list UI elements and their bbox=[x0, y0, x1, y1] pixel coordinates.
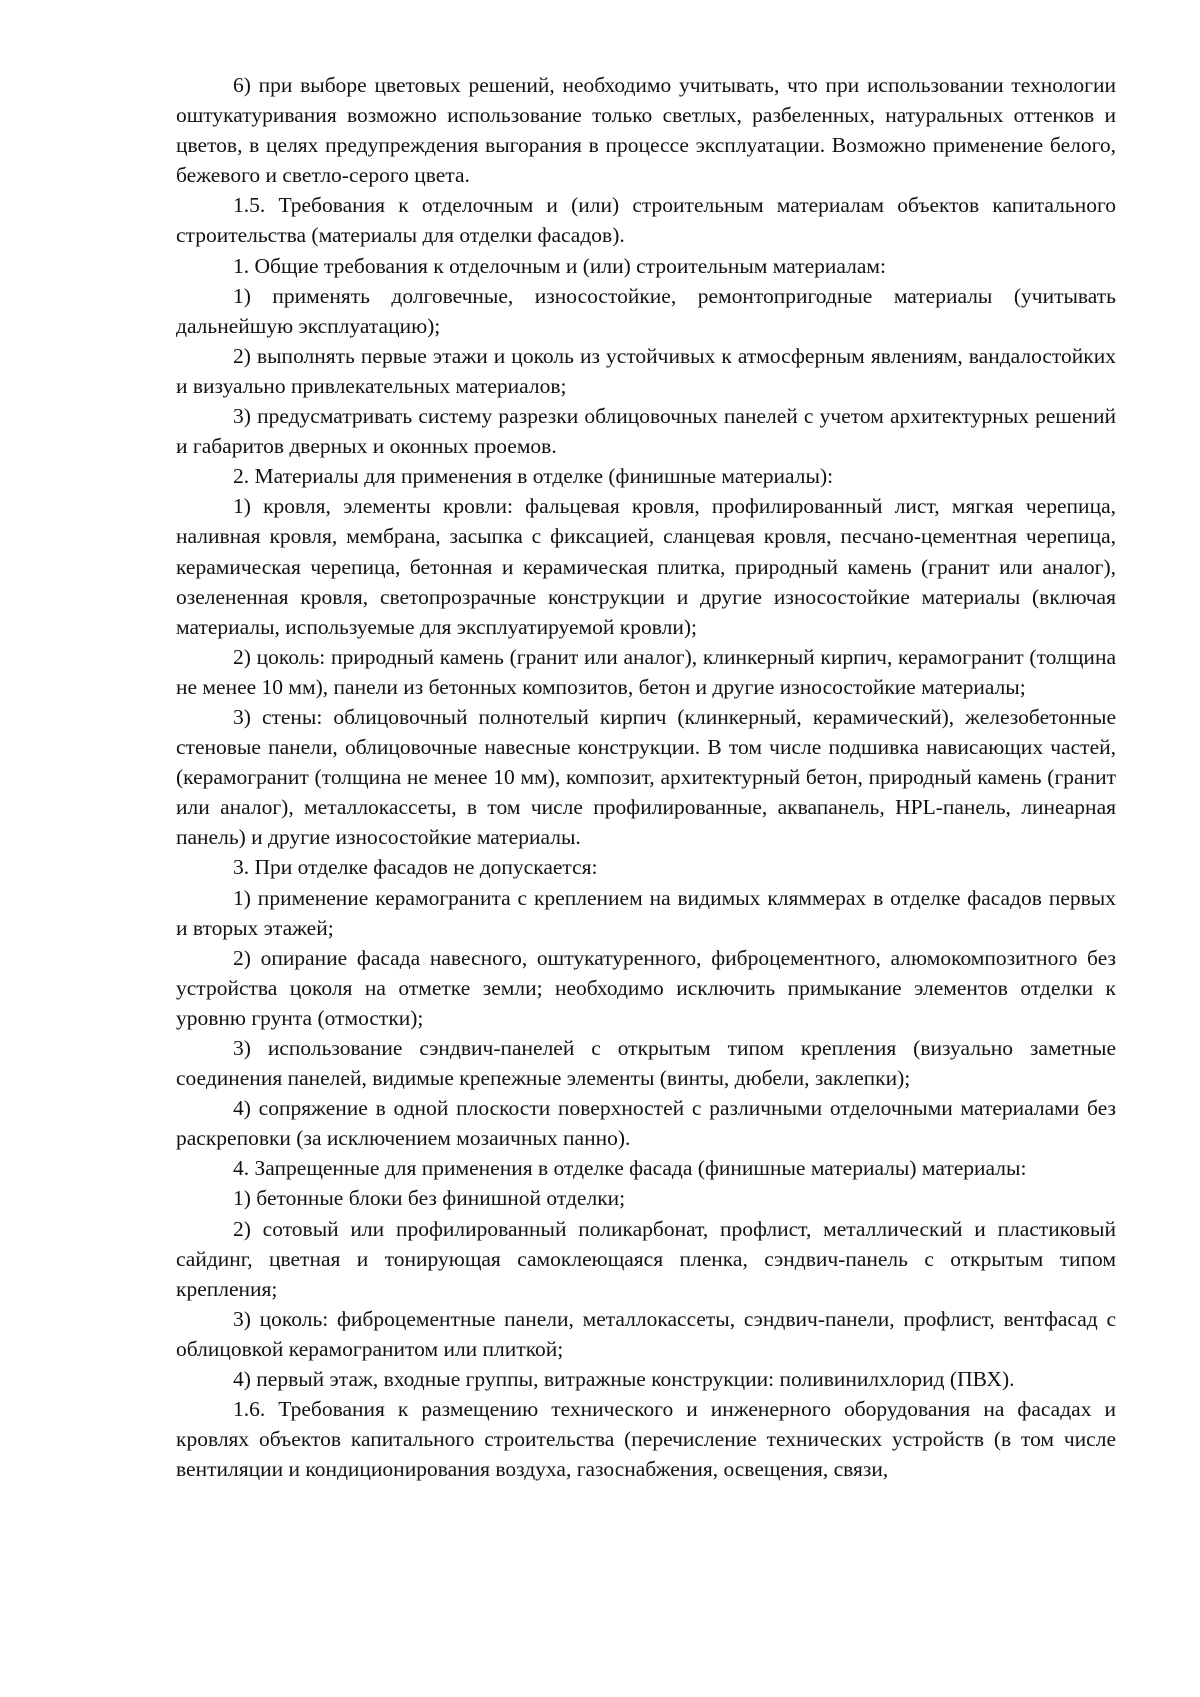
paragraph-not-allowed-heading: 3. При отделке фасадов не допускается: bbox=[233, 855, 598, 880]
paragraph-wall-materials: 3) стены: облицовочный полнотелый кирпич (клинкерный, керамический), железобетонные стеновые панели, облицовочные навесные конструкции. В том числе подшивка нависающих частей, (керамогранит (толщина не менее 10 мм), композит, архитектурный бетон, природный камень (гранит или аналог), металлокассеты, в том числе профилированные, аквапанель, HPL-панель, линеарная панель) и другие износостойкие материалы. bbox=[176, 704, 1116, 850]
paragraph-general-item-3: 3) предусматривать систему разрезки облицовочных панелей с учетом архитектурных решений и габаритов дверных и оконных проемов. bbox=[176, 404, 1116, 459]
paragraph-roofing-materials: 1) кровля, элементы кровли: фальцевая кровля, профилированный лист, мягкая черепица, наливная кровля, мембрана, засыпка с фиксацией, сланцевая кровля, песчано-цементная черепица, керамическая черепица, бетонная и керамическая плитка, природный камень (гранит или аналог), озелененная кровля, светопрозрачные конструкции и другие износостойкие материалы (включая материалы, используемые для эксплуатируемой кровли); bbox=[176, 494, 1116, 639]
paragraph-finishing-materials: 2. Материалы для применения в отделке (финишные материалы): bbox=[233, 464, 834, 489]
paragraph-not-allowed-item-2: 2) опирание фасада навесного, оштукатуренного, фиброцементного, алюмокомпозитного без устройства цоколя на отметке земли; необходимо исключить примыкание элементов отделки к уровню грунта (отмостки); bbox=[176, 945, 1116, 1030]
paragraph-plinth-materials: 2) цоколь: природный камень (гранит или аналог), клинкерный кирпич, керамогранит (толщина не менее 10 мм), панели из бетонных композитов, бетон и другие износостойкие материалы; bbox=[176, 644, 1116, 699]
paragraph-prohibited-item-4: 4) первый этаж, входные группы, витражные конструкции: поливинилхлорид (ПВХ). bbox=[233, 1367, 1015, 1392]
paragraph-prohibited-item-1: 1) бетонные блоки без финишной отделки; bbox=[233, 1186, 626, 1211]
paragraph-prohibited-item-3: 3) цоколь: фиброцементные панели, металлокассеты, сэндвич-панели, профлист, вентфасад с облицовкой керамогранитом или плиткой; bbox=[176, 1306, 1116, 1361]
paragraph-general-item-2: 2) выполнять первые этажи и цоколь из устойчивых к атмосферным явлениям, вандалостойких и визуально привлекательных материалов; bbox=[176, 343, 1116, 398]
paragraph-section-1-5-heading: 1.5. Требования к отделочным и (или) строительным материалам объектов капитального строительства (материалы для отделки фасадов). bbox=[176, 193, 1116, 248]
paragraph-prohibited-heading: 4. Запрещенные для применения в отделке фасада (финишные материалы) материалы: bbox=[233, 1156, 1027, 1181]
paragraph-general-item-1: 1) применять долговечные, износостойкие, ремонтопригодные материалы (учитывать дальнейшую эксплуатацию); bbox=[176, 283, 1116, 338]
document-body bbox=[176, 70, 1116, 1484]
paragraph-not-allowed-item-3: 3) использование сэндвич-панелей с открытым типом крепления (визуально заметные соединения панелей, видимые крепежные элементы (винты, дюбели, заклепки); bbox=[176, 1036, 1116, 1091]
paragraph-color-solutions: 6) при выборе цветовых решений, необходимо учитывать, что при использовании технологии оштукатуривания возможно использование только светлых, разбеленных, натуральных оттенков и цветов, в целях предупреждения выгорания в процессе эксплуатации. Возможно применение белого, бежевого и светло-серого цвета. bbox=[176, 73, 1116, 188]
paragraph-not-allowed-item-1: 1) применение керамогранита с креплением на видимых кляммерах в отделке фасадов первых и вторых этажей; bbox=[176, 885, 1116, 940]
paragraph-general-requirements: 1. Общие требования к отделочным и (или) строительным материалам: bbox=[233, 253, 886, 278]
paragraph-section-1-6-heading: 1.6. Требования к размещению технического и инженерного оборудования на фасадах и кровлях объектов капитального строительства (перечисление технических устройств (в том числе вентиляции и кондиционирования воздуха, газоснабжения, освещения, связи, bbox=[176, 1397, 1116, 1482]
paragraph-not-allowed-item-4: 4) сопряжение в одной плоскости поверхностей с различными отделочными материалами без раскреповки (за исключением мозаичных панно). bbox=[176, 1096, 1116, 1151]
paragraph-prohibited-item-2: 2) сотовый или профилированный поликарбонат, профлист, металлический и пластиковый сайдинг, цветная и тонирующая самоклеющаяся пленка, сэндвич-панель с открытым типом крепления; bbox=[176, 1216, 1116, 1301]
